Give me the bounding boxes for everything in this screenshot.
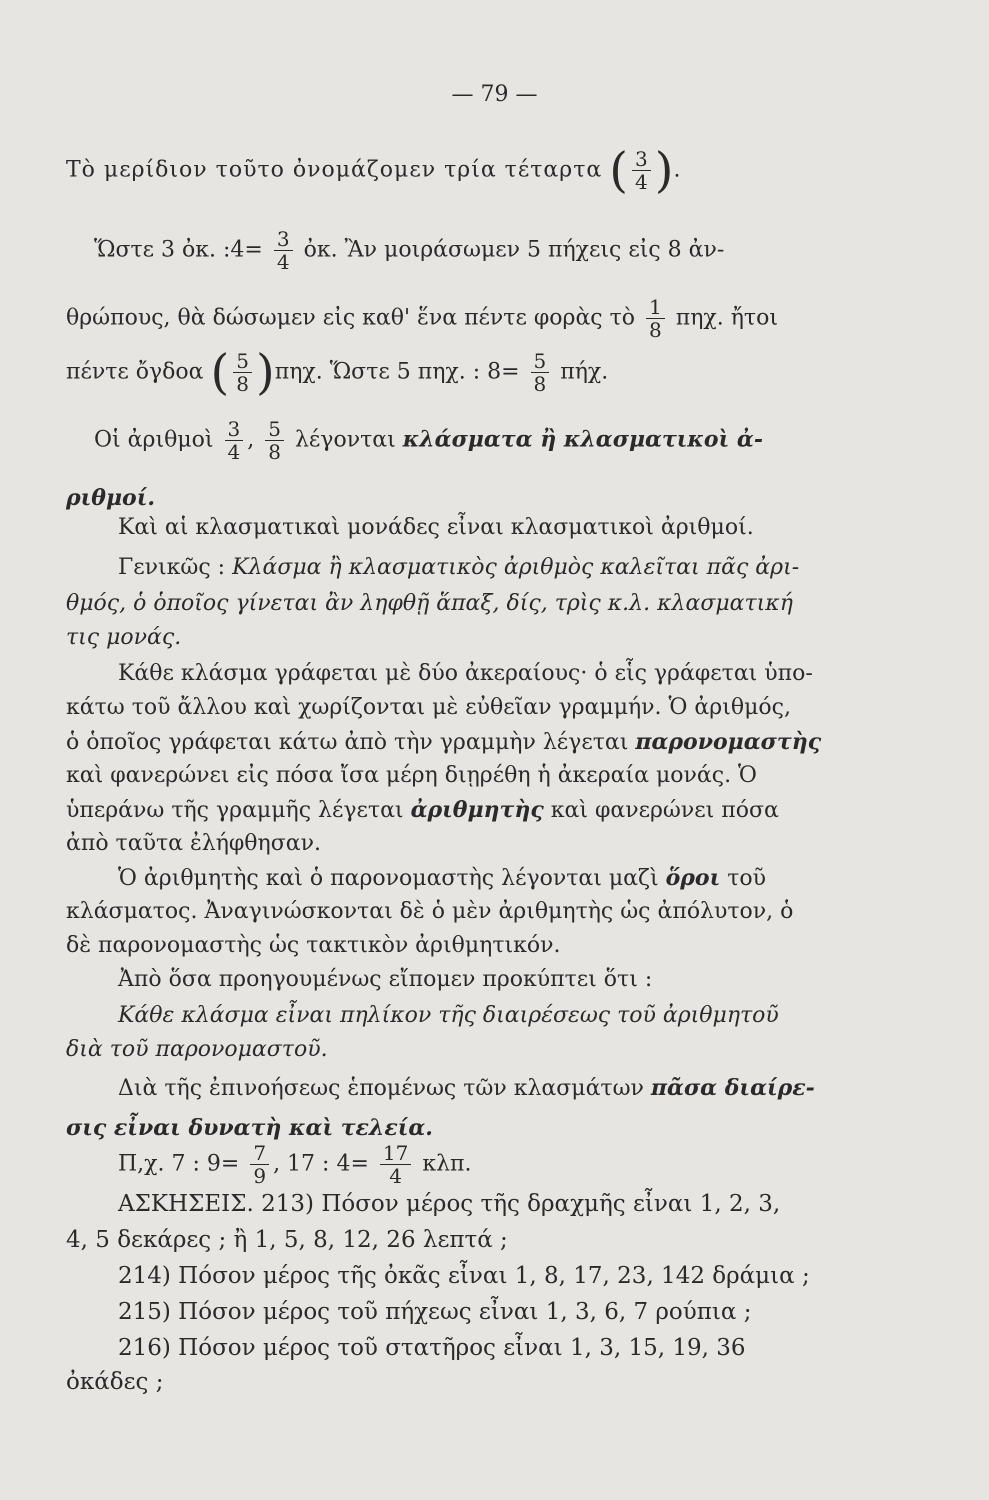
line-text: πηχ. ἤτοι — [675, 305, 778, 331]
line-text: ὁ ὁποῖος γράφεται κάτω ἀπὸ τὴν γραμμὴν λέγεται — [66, 730, 629, 755]
line-text: καὶ φανερώνει πόσα — [550, 798, 779, 823]
text-line: δὲ παρονομαστὴς ὡς τακτικὸν ἀριθμητικόν. — [66, 933, 561, 958]
line-text: Οἱ ἀριθμοὶ — [94, 427, 214, 453]
text-line: καὶ φανερώνει εἰς πόσα ἴσα μέρη διῃρέθη ἡ ἀκεραία μονάς. Ὁ — [66, 763, 757, 788]
exercise-line: 216) Πόσον μέρος τοῦ στατῆρος εἶναι 1, 3, 15, 19, 36 — [118, 1335, 746, 1361]
text-line — [94, 227, 909, 274]
paren-close: ) — [256, 344, 275, 401]
bold-term: παρονομαστὴς — [635, 729, 822, 755]
text-line — [66, 295, 909, 342]
line-text: θρώπους, θὰ δώσωμεν εἰς καθ' ἕνα πέντε φορὰς τὸ — [66, 305, 636, 331]
paren-close: ) — [654, 142, 674, 199]
line-text: Π,χ. 7 : 9= — [118, 1151, 240, 1177]
fraction: $\frac{5}{8}$ — [531, 350, 550, 395]
line-text: ὑπεράνω τῆς γραμμῆς λέγεται — [66, 798, 404, 823]
text-line — [94, 417, 909, 464]
definition-text: Κλάσμα ἢ κλασματικὸς ἀριθμὸς καλεῖται πᾶς ἀρι- — [232, 555, 800, 580]
text-line: Κάθε κλάσμα γράφεται μὲ δύο ἀκεραίους· ὁ εἷς γράφεται ὑπο- — [118, 661, 813, 686]
text-line: κλάσματος. Ἀναγινώσκονται δὲ ὁ μὲν ἀριθμητὴς ὡς ἀπόλυτον, ὁ — [66, 899, 794, 924]
fraction: $\frac{3}{4}$ — [225, 418, 244, 463]
text-line: Ἀπὸ ὅσα προηγουμένως εἴπομεν προκύπτει ὅτι : — [118, 967, 653, 992]
fraction: $\frac{3}{4}$ — [274, 228, 293, 273]
line-text: πηχ. Ὥστε 5 πηχ. : 8= — [274, 359, 520, 385]
exercise-line: ὀκάδες ; — [66, 1369, 164, 1395]
text-line: κάτω τοῦ ἄλλου καὶ χωρίζονται μὲ εὐθεῖαν γραμμήν. Ὁ ἀριθμός, — [66, 695, 791, 720]
paren-open: ( — [609, 142, 628, 199]
definition-text: διὰ τοῦ παρονομαστοῦ. — [66, 1037, 328, 1062]
punct: . — [673, 157, 681, 183]
text-line — [118, 1068, 909, 1108]
line-text: Γενικῶς : — [118, 555, 226, 580]
line-text: Ὥστε 3 ὀκ. :4= — [94, 237, 263, 263]
fraction: $\frac{7}{9}$ — [250, 1142, 269, 1187]
bold-term: πᾶσα διαίρε- — [650, 1075, 815, 1101]
exercise-line: 4, 5 δεκάρες ; ἢ 1, 5, 8, 12, 26 λεπτά ; — [66, 1227, 508, 1253]
fraction: $\frac{1}{8}$ — [646, 296, 665, 341]
line-text: πήχ. — [560, 359, 609, 385]
punct: , — [247, 427, 255, 453]
bold-term: σις εἶναι δυνατὴ καὶ τελεία. — [66, 1115, 433, 1141]
bold-term: ἀριθμητὴς — [410, 797, 544, 823]
text-line: Καὶ αἱ κλασματικαὶ μονάδες εἶναι κλασματικοὶ ἀριθμοί. — [118, 515, 754, 540]
bold-term: ριθμοί. — [66, 485, 156, 511]
line-text: κλπ. — [422, 1151, 472, 1177]
definition-text: Κάθε κλάσμα εἶναι πηλίκον τῆς διαιρέσεως τοῦ ἀριθμητοῦ — [118, 1003, 779, 1028]
text-line — [66, 142, 909, 199]
line-text: ὀκ. Ἂν μοιράσωμεν 5 πήχεις εἰς 8 ἀν- — [303, 237, 725, 263]
page-number: — 79 — — [451, 82, 538, 107]
line-text: λέγονται — [294, 427, 396, 453]
line-text: τοῦ — [727, 866, 767, 891]
definition-text: θμός, ὁ ὁποῖος γίνεται ἂν ληφθῇ ἅπαξ, δίς, τρὶς κ.λ. κλασματική — [66, 591, 793, 616]
text-line — [66, 344, 909, 401]
exercise-line: ΑΣΚΗΣΕΙΣ. 213) Πόσον μέρος τῆς δραχμῆς εἶναι 1, 2, 3, — [118, 1191, 781, 1217]
line-text: , 17 : 4= — [273, 1151, 369, 1177]
text-line — [118, 1141, 909, 1188]
exercise-line: 214) Πόσον μέρος τῆς ὀκᾶς εἶναι 1, 8, 17, 23, 142 δράμια ; — [118, 1263, 810, 1289]
fraction: $\frac{5}{8}$ — [233, 350, 252, 395]
text-line: ἀπὸ ταῦτα ἐλήφθησαν. — [66, 831, 321, 856]
line-text: Τὸ μερίδιον τοῦτο ὀνομάζομεν τρία τέταρτα — [66, 157, 603, 183]
fraction: $\frac{17}{4}$ — [380, 1142, 411, 1187]
fraction: $\frac{5}{8}$ — [265, 418, 284, 463]
exercise-line: 215) Πόσον μέρος τοῦ πήχεως εἶναι 1, 3, 6, 7 ρούπια ; — [118, 1299, 752, 1325]
text-line — [118, 548, 909, 588]
definition-text: τις μονάς. — [66, 625, 182, 650]
bold-term: ὅροι — [665, 865, 721, 891]
fraction: $\frac{3}{4}$ — [632, 148, 651, 193]
line-text: Ὁ ἀριθμητὴς καὶ ὁ παρονομαστὴς λέγονται μαζὶ — [118, 866, 659, 891]
bold-term: κλάσματα ἢ κλασματικοὶ ἀ- — [402, 426, 763, 453]
paren-open: ( — [210, 344, 230, 401]
line-text: Διὰ τῆς ἐπινοήσεως ἑπομένως τῶν κλασμάτων — [118, 1076, 644, 1101]
line-text: πέντε ὄγδοα — [66, 359, 204, 385]
